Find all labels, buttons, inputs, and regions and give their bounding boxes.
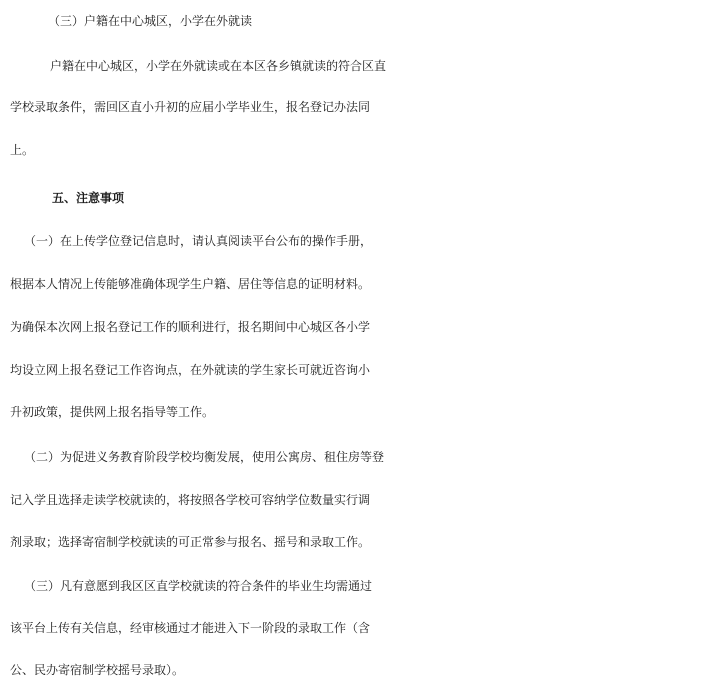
item3-line-1: （三）凡有意愿到我区区直学校就读的符合条件的毕业生均需通过 xyxy=(24,579,373,593)
section5-heading: 五、注意事项 xyxy=(52,191,125,205)
item3-line-3: 公、民办寄宿制学校摇号录取）。 xyxy=(10,663,185,677)
section3-body-line-3: 上。 xyxy=(10,143,35,157)
item1-line-4: 均设立网上报名登记工作咨询点，在外就读的学生家长可就近咨询小 xyxy=(10,363,371,377)
item1-line-2: 根据本人情况上传能够准确体现学生户籍、居住等信息的证明材料。 xyxy=(10,277,371,291)
item2-line-2: 记入学且选择走读学校就读的，将按照各学校可容纳学位数量实行调 xyxy=(10,493,371,507)
section3-heading: （三）户籍在中心城区，小学在外就读 xyxy=(48,14,253,28)
item2-line-1: （二）为促进义务教育阶段学校均衡发展，使用公寓房、租住房等登 xyxy=(24,450,385,464)
item1-line-3: 为确保本次网上报名登记工作的顺利进行，报名期间中心城区各小学 xyxy=(10,320,371,334)
section3-body-line-1: 户籍在中心城区，小学在外就读或在本区各乡镇就读的符合区直 xyxy=(50,59,387,73)
item2-line-3: 剂录取；选择寄宿制学校就读的可正常参与报名、摇号和录取工作。 xyxy=(10,535,371,549)
item1-line-1: （一）在上传学位登记信息时，请认真阅读平台公布的操作手册， xyxy=(24,234,373,248)
item1-line-5: 升初政策，提供网上报名指导等工作。 xyxy=(10,405,215,419)
section3-body-line-2: 学校录取条件，需回区直小升初的应届小学毕业生，报名登记办法同 xyxy=(10,100,371,114)
item3-line-2: 该平台上传有关信息，经审核通过才能进入下一阶段的录取工作（含 xyxy=(10,621,371,635)
